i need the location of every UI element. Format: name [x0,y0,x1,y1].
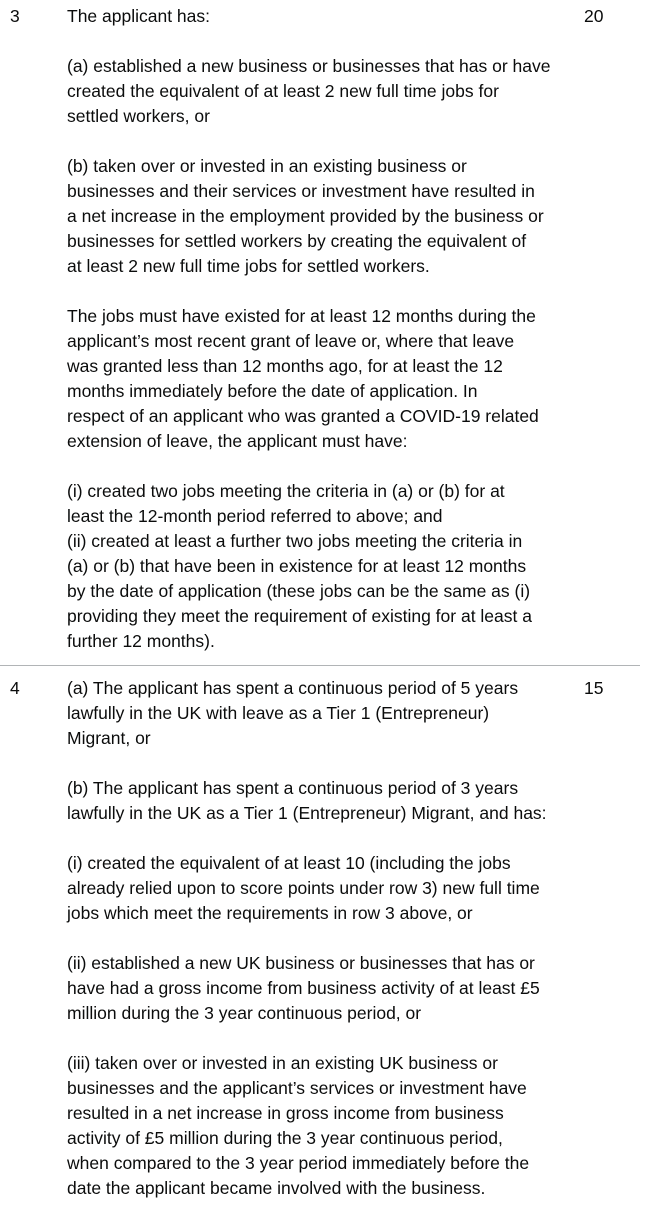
row-number-cell: 3 [10,6,20,26]
requirement-paragraph: (b) taken over or invested in an existing business or businesses and their services or investment have resulted in a net increase in the employment provided by the business or businesses for settled workers by creating the equivalent of at least 2 new full time jobs for settled workers. [67,156,544,276]
requirement-paragraph: (a) The applicant has spent a continuous period of 5 years lawfully in the UK with leave as a Tier 1 (Entrepreneur) Migrant, or [67,678,519,748]
requirement-paragraph: (ii) established a new UK business or businesses that has or have had a gross income from business activity of at least £5 million during the 3 year continuous period, or [67,953,540,1023]
points-cell: 20 [584,6,604,26]
row-number-cell: 4 [10,678,20,698]
requirement-cell [67,4,567,654]
points-table [0,4,640,1201]
requirement-cell [67,676,567,1201]
requirement-paragraph: (i) created the equivalent of at least 10 (including the jobs already relied upon to score points under row 3) new full time jobs which meet the requirements in row 3 above, or [67,853,540,923]
requirement-paragraph: The jobs must have existed for at least 12 months during the applicant’s most recent grant of leave or, where that leave was granted less than 12 months ago, for at least the 12 months immediately before the date of application. In respect of an applicant who was granted a COVID-19 related extension of leave, the applicant must have: [67,306,539,451]
table-row-4 [0,665,640,1201]
requirement-paragraph: (a) established a new business or businesses that has or have created the equivalent of at least 2 new full time jobs for settled workers, or [67,56,551,126]
table-row-3 [0,4,640,654]
requirement-paragraph: The applicant has: [67,6,211,26]
requirement-paragraph: (b) The applicant has spent a continuous period of 3 years lawfully in the UK as a Tier 1 (Entrepreneur) Migrant, and has: [67,778,547,823]
requirement-paragraph: (iii) taken over or invested in an existing UK business or businesses and the applicant’s services or investment have resulted in a net increase in gross income from business activity of £5 million during the 3 year continuous period, when compared to the 3 year period immediately before the date the applicant became involved with the business. [67,1053,530,1198]
requirement-paragraph: (i) created two jobs meeting the criteria in (a) or (b) for at least the 12-month period referred to above; and (ii) created at least a further two jobs meeting the criteria in (a) or (b) that have been in existence for at least 12 months by the date of application (these jobs can be the same as (i) providing they meet the requirement of existing for at least a further 12 months). [67,481,532,651]
points-cell: 15 [584,678,604,698]
